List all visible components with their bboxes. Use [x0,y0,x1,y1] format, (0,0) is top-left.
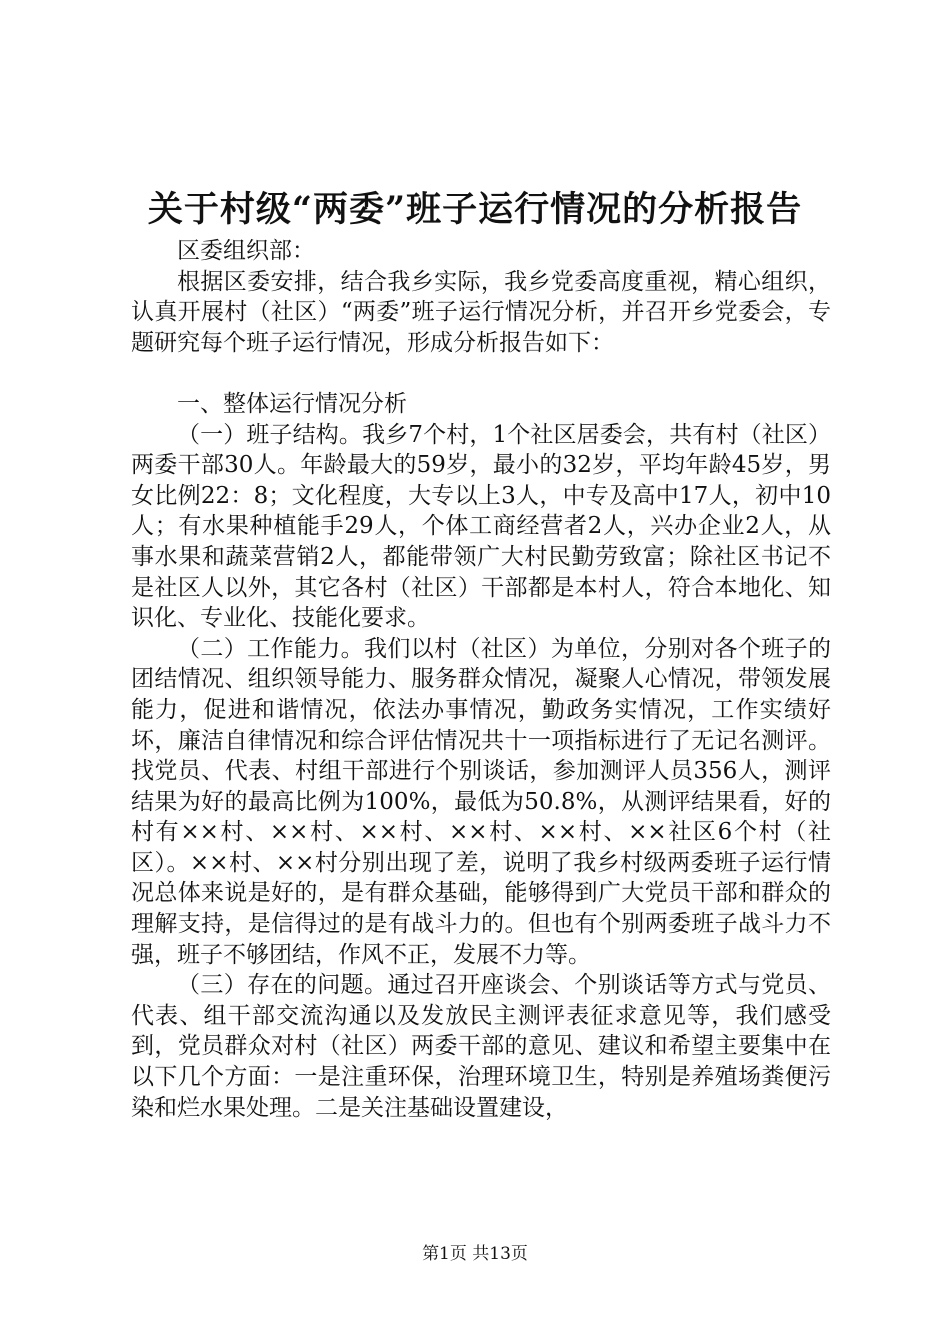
document-body [131,236,831,1123]
paragraph-problems: （三）存在的问题。通过召开座谈会、个别谈话等方式与党员、代表、组干部交流沟通以及发放民主测评表征求意见等，我们感受到，党员群众对村（社区）两委干部的意见、建议和希望主要集中在以下几个方面：一是注重环保，治理环境卫生，特别是养殖场粪便污染和烂水果处理。二是关注基础设置建设， [131,972,831,1121]
paragraph-intro: 根据区委安排，结合我乡实际，我乡党委高度重视，精心组织，认真开展村（社区）“两委”班子运行情况分析，并召开乡党委会，专题研究每个班子运行情况，形成分析报告如下： [131,268,831,356]
document-title: 关于村级“两委”班子运行情况的分析报告 [147,189,803,230]
page-indicator: 第1页 共13页 [422,1244,528,1264]
paragraph-ability: （二）工作能力。我们以村（社区）为单位，分别对各个班子的团结情况、组织领导能力、服务群众情况，凝聚人心情况，带领发展能力，促进和谐情况，依法办事情况，勤政务实情况，工作实绩好坏，廉洁自律情况和综合评估情况共十一项指标进行了无记名测评。找党员、代表、村组干部进行个别谈话，参加测评人员356人，测评结果为好的最高比例为100%，最低为50.8%，从测评结果看，好的村有××村、××村、××村、××村、××村、××社区6个村（社区）。××村、××村分别出现了差，说明了我乡村级两委班子运行情况总体来说是好的，是有群众基础，能够得到广大党员干部和群众的理解支持，是信得过的是有战斗力的。但也有个别两委班子战斗力不强，班子不够团结，作风不正，发展不力等。 [131,635,831,968]
salutation: 区委组织部： [177,238,315,264]
section-heading: 一、整体运行情况分析 [177,390,407,417]
paragraph-structure: （一）班子结构。我乡7个村，1个社区居委会，共有村（社区）两委干部30人。年龄最大的59岁，最小的32岁，平均年龄45岁，男女比例22：8；文化程度，大专以上3人，中专及高中17人，初中10人；有水果种植能手29人，个体工商经营者2人，兴办企业2人，从事水果和蔬菜营销2人，都能带领广大村民勤劳致富；除社区书记不是社区人以外，其它各村（社区）干部都是本村人，符合本地化、知识化、专业化、技能化要求。 [131,421,831,632]
